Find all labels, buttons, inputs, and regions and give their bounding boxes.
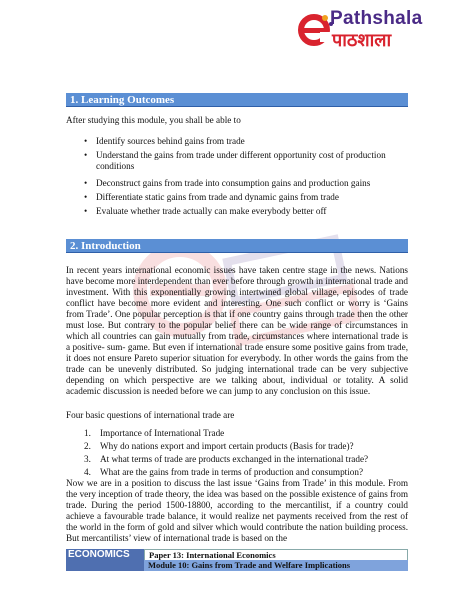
introduction-paragraph-2: Four basic questions of international trade are [66, 410, 235, 420]
logo-hindi-text: पाठशाला [332, 30, 392, 51]
list-item: • Evaluate whether trade actually can make everybody better off [66, 206, 408, 217]
list-item: • Understand the gains from trade under different opportunity cost of production conditions [66, 150, 408, 172]
list-item: • Identify sources behind gains from trade [66, 136, 408, 147]
footer-module: Module 10: Gains from Trade and Welfare Implications [144, 560, 408, 571]
list-item: 3. At what terms of trade are products exchanged in the international trade? [84, 454, 369, 464]
list-item: • Deconstruct gains from trade into consumption gains and production gains [66, 178, 408, 189]
footer-subject: ECONOMICS [66, 549, 144, 571]
page-footer [66, 549, 408, 571]
list-item: 1. Importance of International Trade [84, 428, 225, 438]
learning-outcomes-list [66, 136, 408, 220]
learning-outcomes-intro: After studying this module, you shall be able to [66, 115, 241, 125]
introduction-paragraph-1: In recent years international economic issues have taken centre stage in the news. Nations have become more interdependent than ever before through growth in international trade and investment. With this exponentially growing intertwined global village, episodes of trade conflict have become more evident and interesting. One such conflict or worry is ‘Gains from Trade’. One popular perception is that if one country gains through trade then the other must lose. But contrary to the popular belief there can be wide range of circumstances in which all countries can gain mutually from trade, circumstances where international trade is a positive- sum- game. But even if international trade ensure some positive gains from trade, it does not ensure Pareto superior situation for everybody. In other words the gains from the trade can be unevenly distributed. So judging international trade can be very subjective depending on which perspective are we talking about, individual or totality. A solid academic discussion is needed before we can jump to any conclusion on this issue. [66, 265, 408, 396]
list-item: • Differentiate static gains from trade and dynamic gains from trade [66, 192, 408, 203]
list-item: 2. Why do nations export and import certain products (Basis for trade)? [84, 441, 354, 451]
footer-paper: Paper 13: International Economics [144, 549, 408, 560]
learning-outcomes-heading: 1. Learning Outcomes [66, 93, 408, 107]
questions-list [66, 428, 408, 480]
list-item: 4. What are the gains from trade in terms of production and consumption? [84, 467, 364, 477]
logo-english-text: Pathshala [330, 8, 423, 29]
introduction-paragraph-3: Now we are in a position to discuss the last issue ‘Gains from Trade’ in this module. From the very inception of trade theory, the idea was based on the possible existence of gains from trade. During the period 1500-18800, according to the mercantilist, if a country could achieve a favourable trade balance, it would realize net payments received from the rest of the world in the form of gold and silver which would contribute the nation building process. But mercantilists’ view of international trade is based on the [66, 478, 408, 543]
epathshala-e-icon [298, 10, 334, 50]
epathshala-logo [298, 6, 458, 54]
introduction-heading: 2. Introduction [66, 239, 408, 253]
